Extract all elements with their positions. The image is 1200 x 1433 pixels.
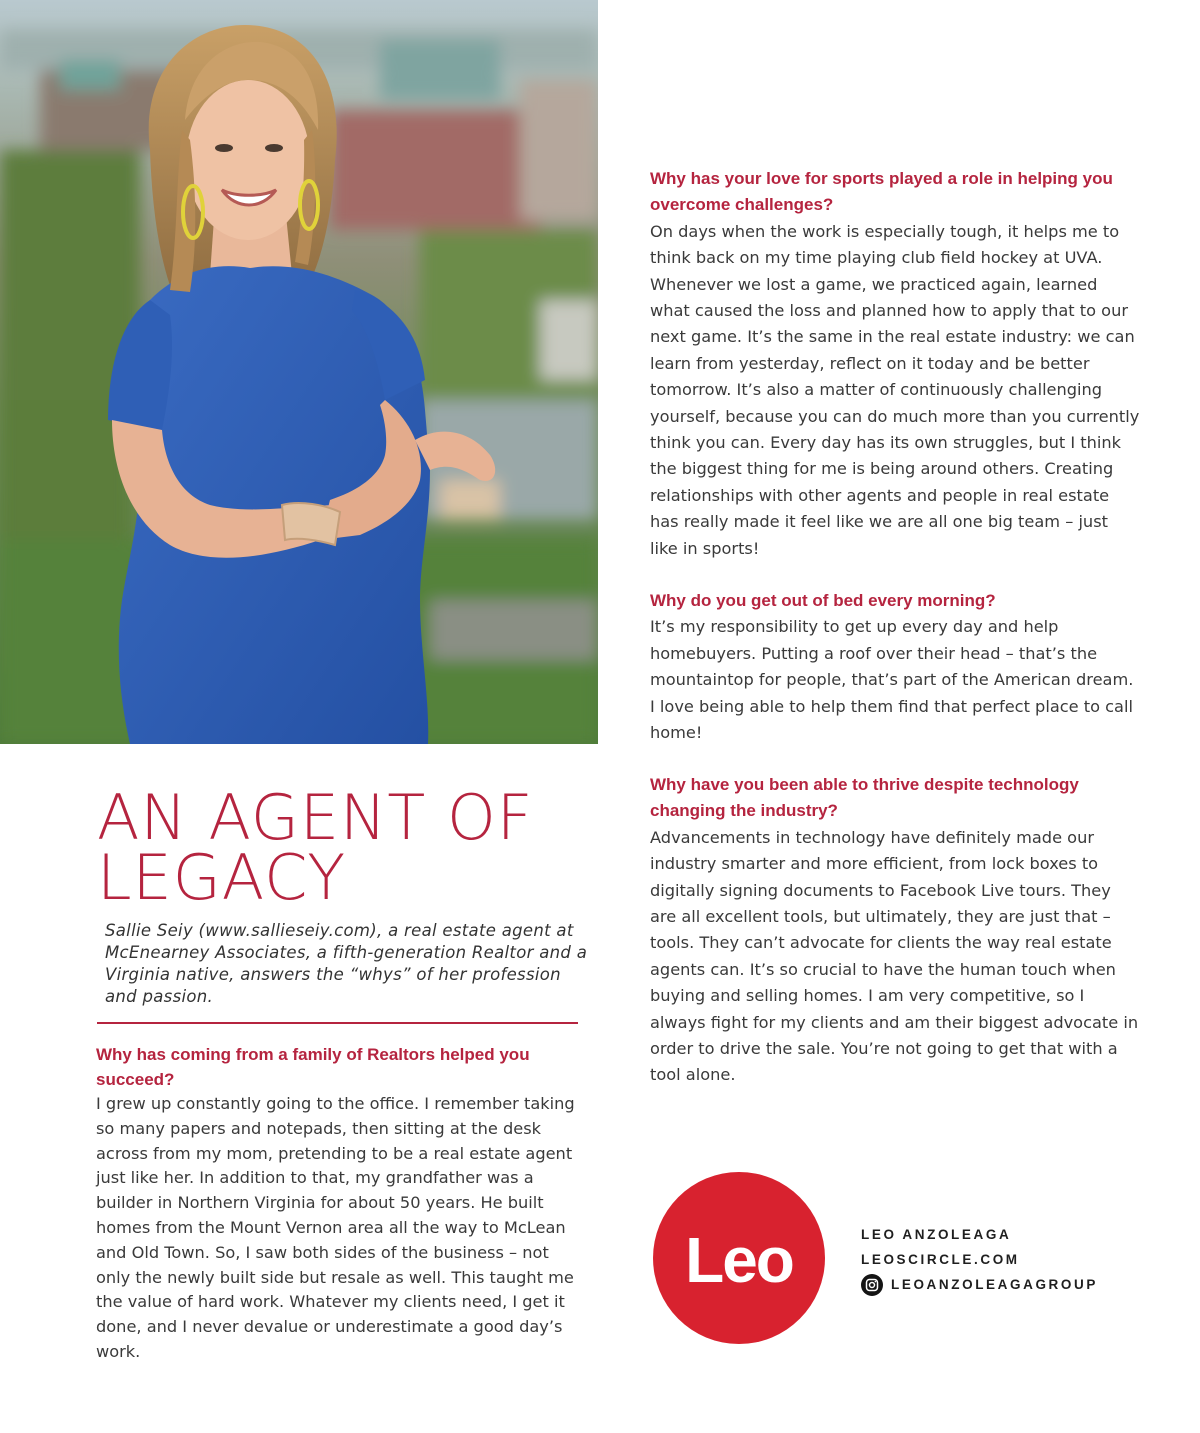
portrait-photo [0,0,598,744]
instagram-icon [861,1274,883,1296]
leo-logo [653,1172,825,1344]
contact-name [861,1222,1161,1247]
article-title-line-1: AN AGENT OF [97,781,534,854]
contact-block [861,1222,1161,1297]
qa-family-realtors [96,1042,584,1365]
qa-out-of-bed [650,588,1140,746]
question-heading: Why do you get out of bed every morning? [650,591,996,610]
answer-text: Advancements in technology have definitely made our industry smarter and more efficient, from lock boxes to digitally signing documents to Facebook Live tours. They are all excellent tools, but ultimately, they are just that – tools. They can’t advocate for clients the way real estate agents can. It’s so crucial to have the human touch when buying and selling homes. I am very competitive, so I always fight for my clients and am their biggest advocate in order to drive the sale. You’re not going to get that with a tool alone. [650,827,1139,1085]
answer-text: On days when the work is especially tough, it helps me to think back on my time playing club field hockey at UVA. Whenever we lost a game, we practiced again, learned what caused the loss and planned how to apply that to our next game. It’s the same in the real estate industry: we can learn from yesterday, reflect on it today and be better tomorrow. It’s also a matter of continuously challenging yourself, because you can do much more than you currently think you can. Every day has its own struggles, but I think the biggest thing for me is being around others. Creating relationships with other agents and people in real estate has really made it feel like we are all one big team – just like in sports! [650,221,1140,558]
answer-text: I grew up constantly going to the office. I remember taking so many papers and notepads, then sitting at the desk across from my mom, pretending to be a real estate agent just like her. In addition to that, my grandfather was a builder in Northern Virginia for about 50 years. He built homes from the Mount Vernon area all the way to McLean and Old Town. So, I saw both sides of the business – not only the newly built side but resale as well. This taught me the value of hard work. Whatever my clients need, I get it done, and I never devalue or underestimate a good day’s work. [96,1094,575,1361]
article-intro: Sallie Seiy (www.sallieseiy.com), a real estate agent at McEnearney Associates, a fifth-generation Realtor and a Virginia native, answers the “whys” of her profession and passion. [105,921,588,1006]
agent-name: LEO ANZOLEAGA [861,1227,1012,1242]
website-link[interactable]: LEOSCIRCLE.COM [861,1252,1020,1267]
leo-logo-text: Leo [685,1224,793,1296]
contact-instagram[interactable] [861,1272,1161,1297]
question-heading: Why has your love for sports played a role in helping you overcome challenges? [650,169,1113,215]
instagram-handle[interactable]: LEOANZOLEAGAGROUP [891,1277,1098,1292]
divider-rule [97,1022,578,1024]
contact-website[interactable] [861,1247,1161,1272]
article-title [97,781,577,914]
qa-love-for-sports [650,166,1140,562]
article-title-line-2: LEGACY [97,841,347,914]
question-heading: Why have you been able to thrive despite technology changing the industry? [650,775,1079,821]
question-heading: Why has coming from a family of Realtors helped you succeed? [96,1045,530,1089]
qa-technology [650,772,1140,1089]
answer-text: It’s my responsibility to get up every day and help homebuyers. Putting a roof over their head – that’s the mountaintop for people, that’s part of the American dream. I love being able to help them find that perfect place to call home! [650,617,1134,743]
